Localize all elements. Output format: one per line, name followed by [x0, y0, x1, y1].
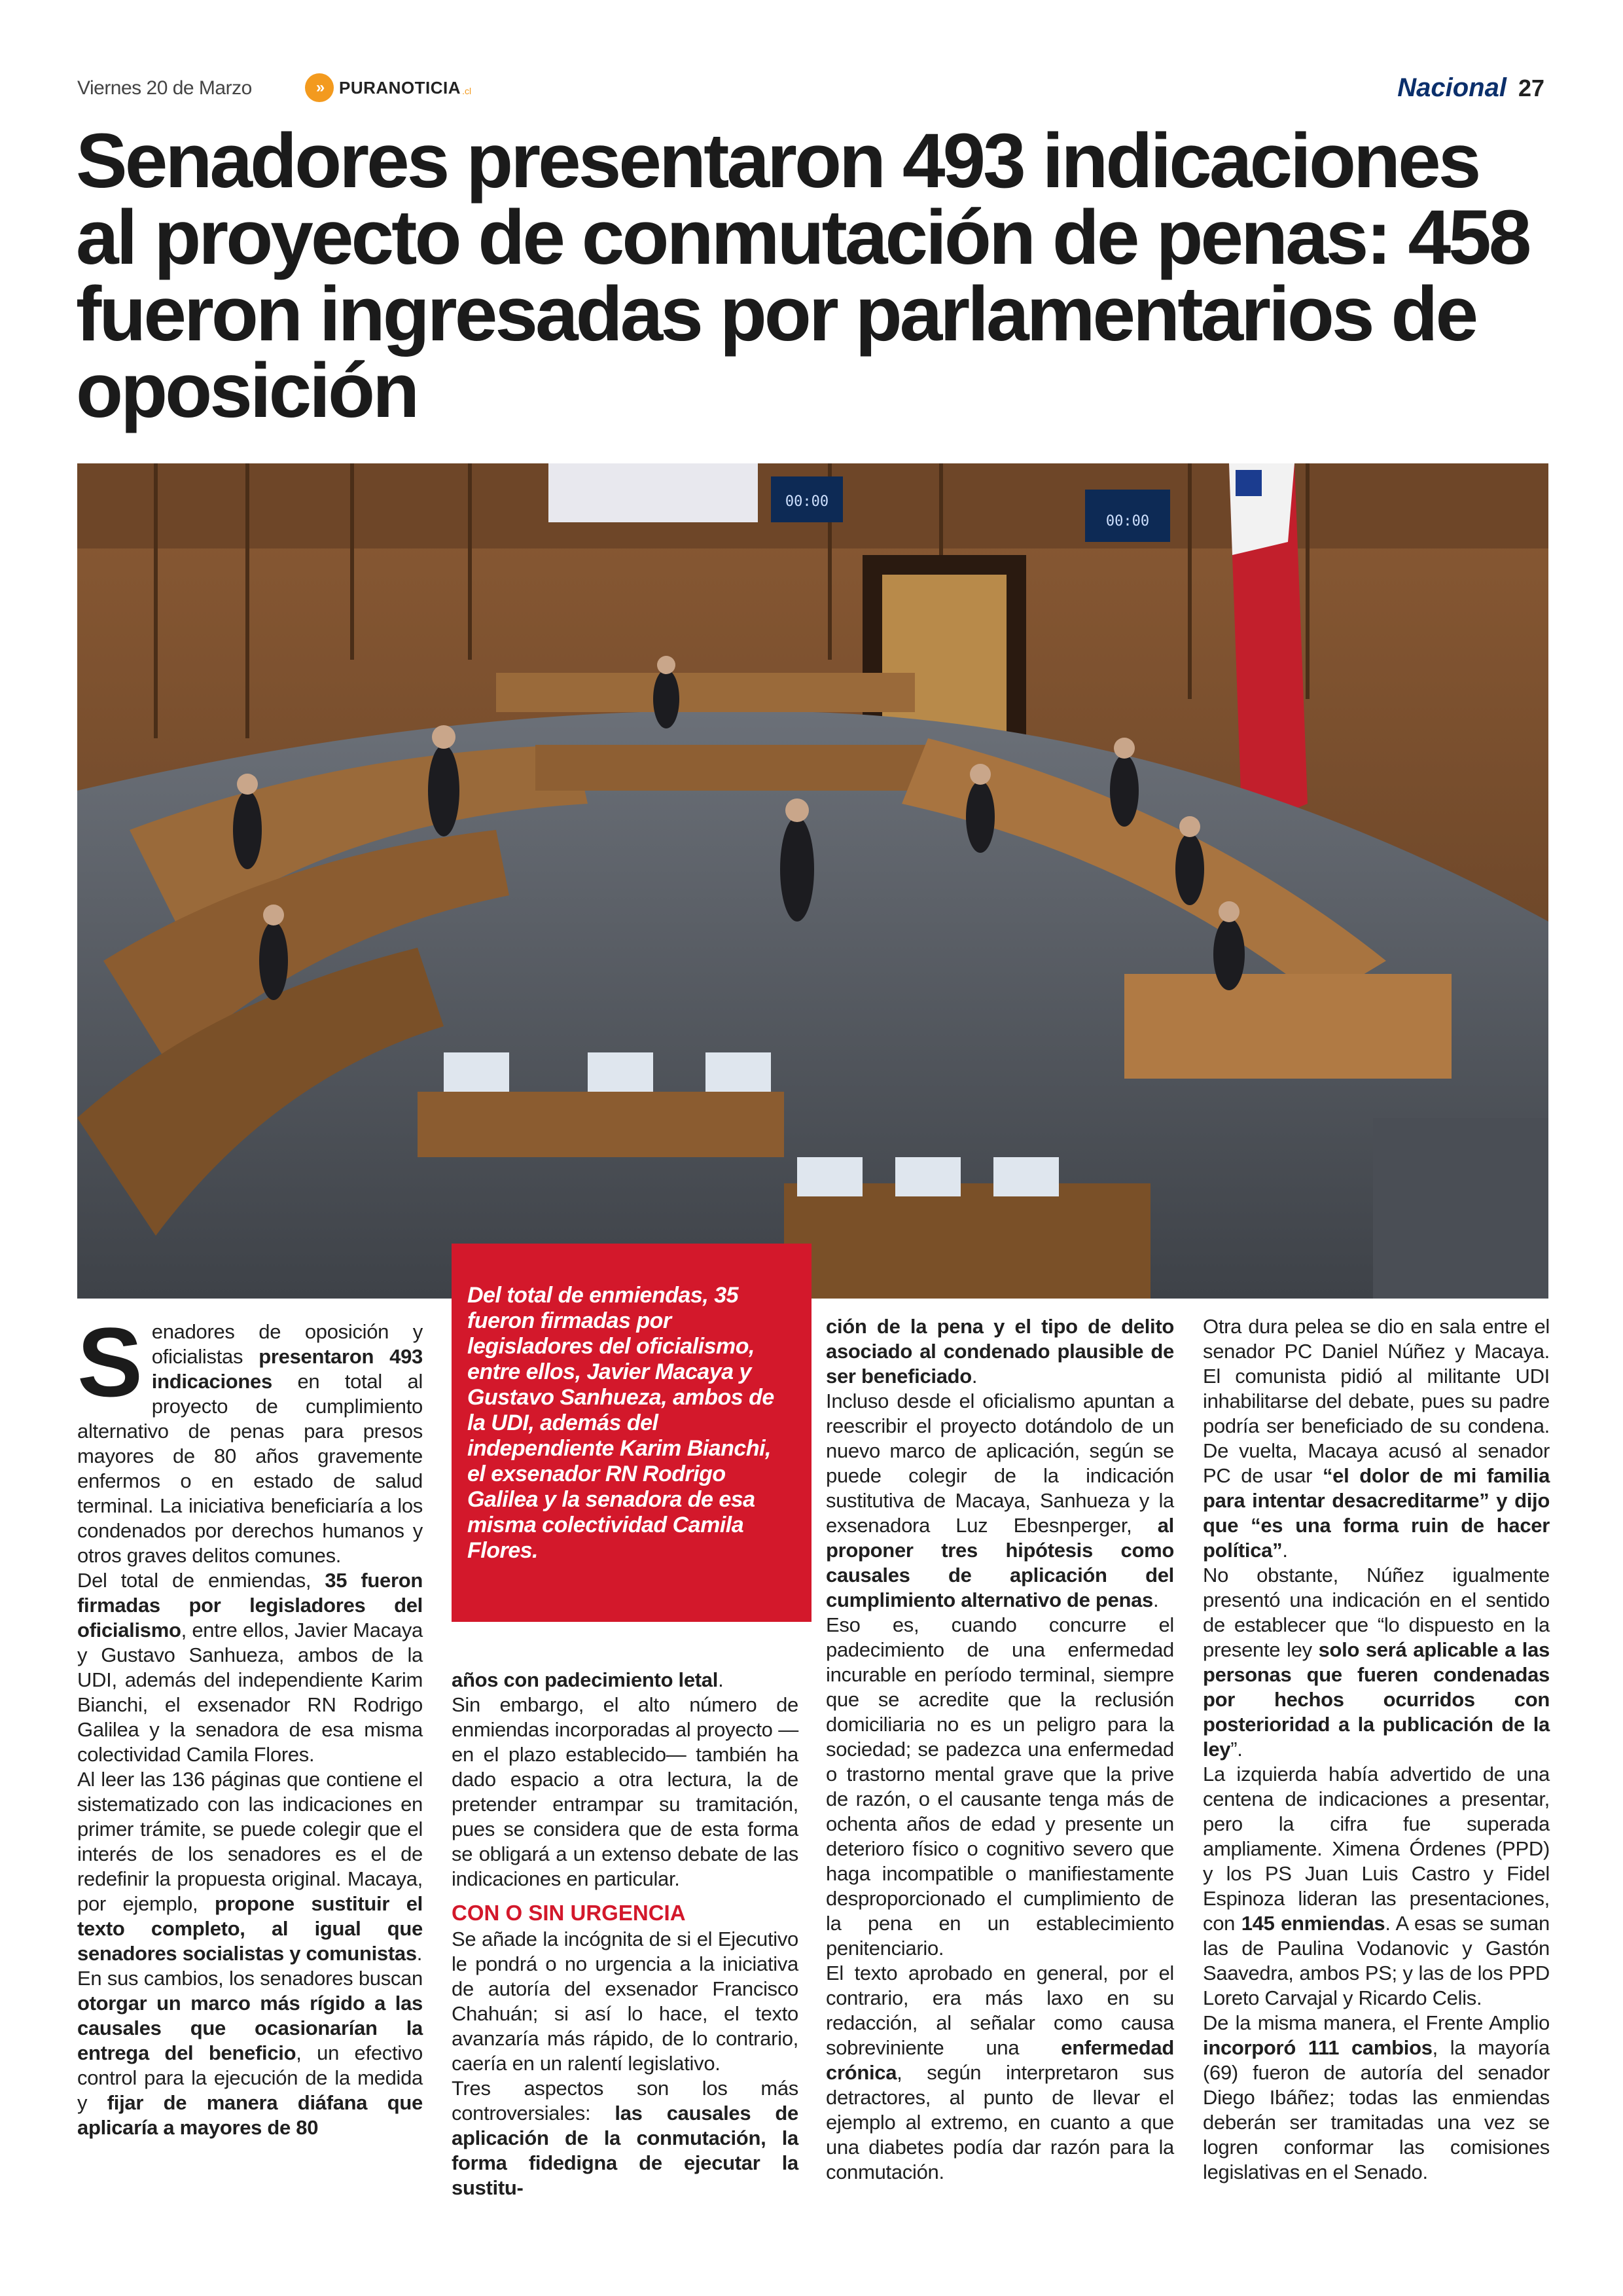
- subheading: CON O SIN URGENCIA: [452, 1901, 686, 1925]
- text-run: en total al proyecto de cumplimiento alternativo de penas para presos mayores de 80 años gravemente enfermos o en estado de salud terminal. La iniciativa beneficiaría a los condenados por derechos humanos y otros graves delitos comunes.: [77, 1370, 423, 1567]
- paragraph: [77, 1966, 423, 2140]
- text-run: , entre ellos, Javier Macaya y Gustavo Sanhueza, ambos de la UDI, además del independiente Karim Bianchi, el exsenador RN Rodrigo Galilea y la senadora de esa misma colectividad Camila Flores.: [77, 1619, 423, 1766]
- text-run: . A esas se suman las de Paulina Vodanovic y Gastón Saavedra, ambos PS; y las de los PPD Loreto Carvajal y Ricardo Celis.: [1203, 1912, 1550, 2009]
- article-column-3: [826, 1314, 1174, 2185]
- text-run: , según interpretaron sus detractores, al punto de llevar el ejemplo al extremo, en cuanto a que una diabetes podía dar razón para la conmutación.: [826, 2061, 1174, 2183]
- front-desk-center: [418, 1092, 784, 1157]
- front-desk-right: [784, 1183, 1150, 1299]
- stairs: [1373, 1118, 1548, 1299]
- clock-time-2: 00:00: [1105, 513, 1150, 529]
- text-run: , la mayoría (69) fueron de autoría del senador Diego Ibáñez; todas las enmiendas deberán ser tramitadas una vez se logren conformar las comisiones legislativas en el Senado.: [1203, 2036, 1550, 2183]
- article-column-1: [77, 1307, 423, 2140]
- text-run: Tres aspectos son los más controversiales:: [452, 2077, 798, 2125]
- section-name: Nacional: [1397, 73, 1507, 102]
- logo-arrows-icon: »: [305, 73, 334, 102]
- text-run: .: [971, 1365, 978, 1388]
- logo-text: PURANOTICIA: [339, 77, 461, 98]
- desk-row-center-2: [535, 745, 928, 791]
- chile-flag-blue: [1236, 470, 1262, 496]
- chamber-illustration: [77, 463, 1548, 1299]
- paragraph: [826, 1314, 1174, 1389]
- text-run: enadores de oposición y oficialistas: [151, 1320, 423, 1368]
- text-run: La izquierda había advertido de una centena de indicaciones a presentar, pero la cifra fue superada ampliamente. Ximena Órdenes (PPD) y los PS Juan Luis Castro y Fidel Espinoza lideran las presentaciones, con: [1203, 1763, 1550, 1935]
- paragraph: [1203, 1314, 1550, 1563]
- paragraph: [1203, 1563, 1550, 1762]
- paragraph: [77, 1307, 423, 1568]
- bold-run: fijar de manera diáfana que aplicaría a mayores de 80: [77, 2091, 423, 2139]
- bold-run: propone sustituir el texto completo, al igual que senadores socialistas y comunistas: [77, 1892, 423, 1965]
- laptop-1: [797, 1157, 863, 1196]
- bold-run: años con padecimiento letal: [452, 1668, 719, 1691]
- text-run: Otra dura pelea se dio en sala entre el senador PC Daniel Núñez y Macaya. El comunista pidió al militante UDI inhabilitarse del debate, pues su padre podría ser beneficiado de su condena. De vuelta, Macaya acusó al senador PC de usar: [1203, 1315, 1550, 1487]
- bold-run: incorporó 111 cambios: [1203, 2036, 1433, 2059]
- paragraph: [77, 1568, 423, 1767]
- bold-run: solo será aplicable a las personas que fueren condenadas por hechos ocurridos con posterioridad a la publicación de la ley: [1203, 1638, 1550, 1761]
- headline: Senadores presentaron 493 indicaciones al proyecto de conmutación de penas: 458 fueron ingresadas por parlamentarios de oposición: [76, 118, 1529, 434]
- text-run: .: [416, 1942, 423, 1965]
- text-run: .: [1282, 1539, 1288, 1562]
- desk-row-center-1: [496, 673, 915, 712]
- bold-run: presentaron 493 indicaciones: [151, 1345, 423, 1393]
- text-run: ”.: [1230, 1738, 1243, 1761]
- text-run: Incluso desde el oficialismo apuntan a reescribir el proyecto dotándolo de un nuevo marco de aplicación, según se puede colegir de la indicación sustitutiva de Macaya, Sanhueza y la exsenadora Luz Ebesnperger,: [826, 1390, 1174, 1537]
- paragraph: [77, 1767, 423, 1966]
- bold-run: ción de la pena y el tipo de delito asociado al condenado plausible de ser beneficiado: [826, 1315, 1174, 1388]
- text-run: .: [718, 1668, 724, 1691]
- page-number: 27: [1518, 75, 1544, 101]
- bold-run: las causales de aplicación de la conmutación, la forma fidedigna de ejecutar la sustitu-: [452, 2102, 798, 2199]
- paragraph: [826, 1961, 1174, 2185]
- text-run: , un efectivo control para la ejecución de la medida y: [77, 2041, 423, 2114]
- drop-cap: S: [77, 1307, 143, 1417]
- pull-quote: Del total de enmiendas, 35 fueron firmadas por legisladores del oficialismo, entre ellos, Javier Macaya y Gustavo Sanhueza, ambos de la UDI, además del independiente Karim Bianchi, el exsenador RN Rodrigo Galilea y la senadora de esa misma colectividad Camila Flores.: [452, 1244, 812, 1622]
- paragraph: [1203, 2011, 1550, 2185]
- issue-date: Viernes 20 de Marzo: [77, 77, 252, 99]
- paragraph: Eso es, cuando concurre el padecimiento de una enfermedad incurable en período terminal, siempre que se acredite que la reclusión domiciliaria no es un peligro para la sociedad; se padezca una enfermedad o trastorno mental grave que la prive de razón, o el causante tenga más de ochenta años de edad y presente un deterioro físico o cognitivo severo que haga incompatible o manifiestamente desproporcionado el cumplimiento de la pena en un establecimiento penitenciario.: [826, 1613, 1174, 1960]
- logo-suffix: .cl: [462, 86, 472, 96]
- bold-run: 145 enmiendas: [1241, 1912, 1385, 1935]
- article-column-4: [1203, 1314, 1550, 2185]
- text-run: .: [1153, 1588, 1159, 1611]
- paragraph: [452, 1668, 798, 1693]
- paragraph: [1203, 1762, 1550, 2011]
- laptop-3: [993, 1157, 1059, 1196]
- text-run: En sus cambios, los senadores buscan: [77, 1967, 423, 1990]
- text-run: No obstante, Núñez igualmente presentó una indicación en el sentido de establecer que “lo dispuesto en la presente ley: [1203, 1564, 1550, 1661]
- brand-logo: [305, 73, 471, 102]
- laptop-2: [895, 1157, 961, 1196]
- laptop-4: [444, 1052, 509, 1092]
- text-run: De la misma manera, el Frente Amplio: [1203, 2011, 1550, 2034]
- section-header: [1397, 73, 1544, 103]
- paragraph: [452, 2076, 798, 2200]
- laptop-5: [588, 1052, 653, 1092]
- projection-screen: [548, 463, 758, 522]
- bold-run: 35 fueron firmadas por legisladores del oficialismo: [77, 1569, 423, 1641]
- text-run: Del total de enmiendas,: [77, 1569, 325, 1592]
- bold-run: al proponer tres hipótesis como causales de aplicación del cumplimiento alternativo de penas: [826, 1514, 1174, 1611]
- paragraph: Se añade la incógnita de si el Ejecutivo le pondrá o no urgencia a la iniciativa de autoría del exsenador Francisco Chahuán; si así lo hace, el texto avanzaría más rápido, de lo contrario, caería en un ralentí legislativo.: [452, 1928, 798, 2075]
- paragraph: [826, 1389, 1174, 1613]
- article-column-2: [452, 1668, 798, 2200]
- paragraph: Sin embargo, el alto número de enmiendas incorporadas al proyecto —en el plazo establecido— también ha dado espacio a otra lectura, la de pretender entrampar su tramitación, pues se considera que de esta forma se obligará a un extenso debate de las indicaciones en particular.: [452, 1693, 798, 1890]
- bold-run: enfermedad crónica: [826, 2036, 1174, 2084]
- text-run: El texto aprobado en general, por el contrario, era más laxo en su redacción, al señalar como causa sobreviniente una: [826, 1962, 1174, 2059]
- clock-time-1: 00:00: [785, 493, 829, 510]
- bold-run: otorgar un marco más rígido a las causales que ocasionarían la entrega del beneficio: [77, 1992, 423, 2064]
- presidium-desk: [1124, 974, 1452, 1079]
- senate-chamber-photo: [77, 463, 1548, 1299]
- bold-run: “el dolor de mi familia para intentar desacreditarme” y dijo que “es una forma ruin de hacer política”: [1203, 1464, 1550, 1562]
- text-run: Al leer las 136 páginas que contiene el sistematizado con las indicaciones en primer trámite, se puede colegir que el interés de los senadores es el de redefinir la propuesta original. Macaya, por ejemplo,: [77, 1768, 423, 1915]
- laptop-6: [705, 1052, 771, 1092]
